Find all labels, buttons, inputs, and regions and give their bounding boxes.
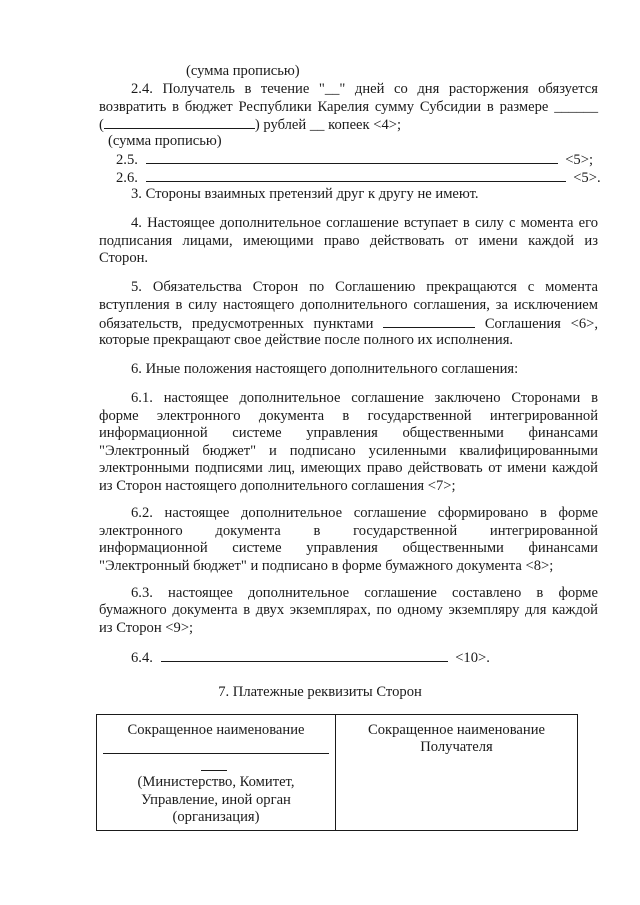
clause-5-line-4: которые прекращают свое действие после полного их исполнения. [99,332,514,348]
sum-in-words-caption: (сумма прописью) [186,63,300,79]
recipient-header-line-1: Сокращенное наименование [367,722,546,738]
clause-6-1-line-5: электронными подписями лиц, имеющих право действовать от имени каждой [99,460,598,476]
payment-requisites-table [96,714,578,831]
clause-3: 3. Стороны взаимных претензий друг к другу не имеют. [131,186,479,202]
clause-6-1-line-2: форме электронного документа в государственной интегрированной [99,408,598,424]
clause-6-heading: 6. Иные положения настоящего дополнительного соглашения: [131,361,519,377]
clause-2-6 [116,169,601,187]
clause-6-4-blank [161,649,448,662]
recipient-cell [336,715,578,831]
clause-4-line-1: 4. Настоящее дополнительное соглашение вступает в силу с момента его [131,215,598,231]
clause-6-1-line-1: 6.1. настоящее дополнительное соглашение заключено Сторонами в [131,390,598,406]
clause-2-6-footnote: <5>. [573,170,601,186]
clause-6-1-line-4: "Электронный бюджет" и подписано усиленными квалифицированными [99,443,598,459]
grantor-cell [97,715,336,831]
clause-6-2-line-1: 6.2. настоящее дополнительное соглашение сформировано в форме [131,505,598,521]
clause-2-6-blank [146,169,566,182]
clause-5-line-3 [99,315,598,333]
clause-2-4-line-3 [99,116,401,134]
clause-4-line-3: Сторон. [99,250,149,266]
clause-6-3-line-1: 6.3. настоящее дополнительное соглашение составлено в форме [131,585,598,601]
clause-2-4-open-paren: ( [99,117,104,133]
clause-2-4-rubles-text: ) рублей __ копеек <4>; [254,117,402,133]
clause-5-line-2: вступления в силу настоящего дополнительного соглашения, за исключением [99,297,598,313]
grantor-name-blank [103,753,329,754]
grantor-name-blank-short [201,770,227,771]
clause-6-4-footnote: <10>. [455,650,490,666]
clause-5-agreement-text: Соглашения <6>, [484,316,598,332]
clause-6-1-line-6: из Сторон настоящего дополнительного соглашения <7>; [99,478,456,494]
clause-2-5-footnote: <5>; [565,152,594,168]
clause-6-2-line-2: электронного документа в государственной интегрированной [99,523,598,539]
clause-6-1-line-3: информационной системе управления общественными финансами [99,425,598,441]
clause-5-line-1: 5. Обязательства Сторон по Соглашению прекращаются с момента [131,279,598,295]
clause-6-2-line-4: "Электронный бюджет" и подписано в форме бумажного документа <8>; [99,558,554,574]
clause-5-obligations-text: обязательств, предусмотренных пунктами [99,316,374,332]
grantor-caption-line-1: (Министерство, Комитет, [137,774,295,790]
clause-6-3-line-3: из Сторон <9>; [99,620,194,636]
clause-6-2-line-3: информационной системе управления общественными финансами [99,540,598,556]
clause-2-6-number: 2.6. [116,170,138,186]
section-7-title: 7. Платежные реквизиты Сторон [218,684,422,700]
clause-2-4-line-2: возвратить в бюджет Республики Карелия сумму Субсидии в размере ______ [99,99,598,115]
clause-2-5-number: 2.5. [116,152,138,168]
clause-6-3-line-2: бумажного документа в двух экземплярах, по одному экземпляру для каждой [99,602,598,618]
clause-2-4-line-1: 2.4. Получатель в течение "__" дней со дня расторжения обязуется [131,81,598,97]
grantor-header: Сокращенное наименование [127,722,305,738]
clause-6-4-number: 6.4. [131,650,153,666]
clause-2-5 [116,151,593,169]
clause-2-5-blank [146,151,558,164]
grantor-caption-line-3: (организация) [172,809,260,825]
sum-words-blank [104,116,255,129]
clause-5-items-blank [383,315,475,328]
grantor-caption-line-2: Управление, иной орган [141,792,291,808]
clause-2-4-sum-caption: (сумма прописью) [108,133,222,149]
recipient-header-line-2: Получателя [420,739,493,755]
clause-6-4 [131,649,490,667]
clause-4-line-2: подписания лицами, имеющими право действовать от имени каждой из [99,233,598,249]
